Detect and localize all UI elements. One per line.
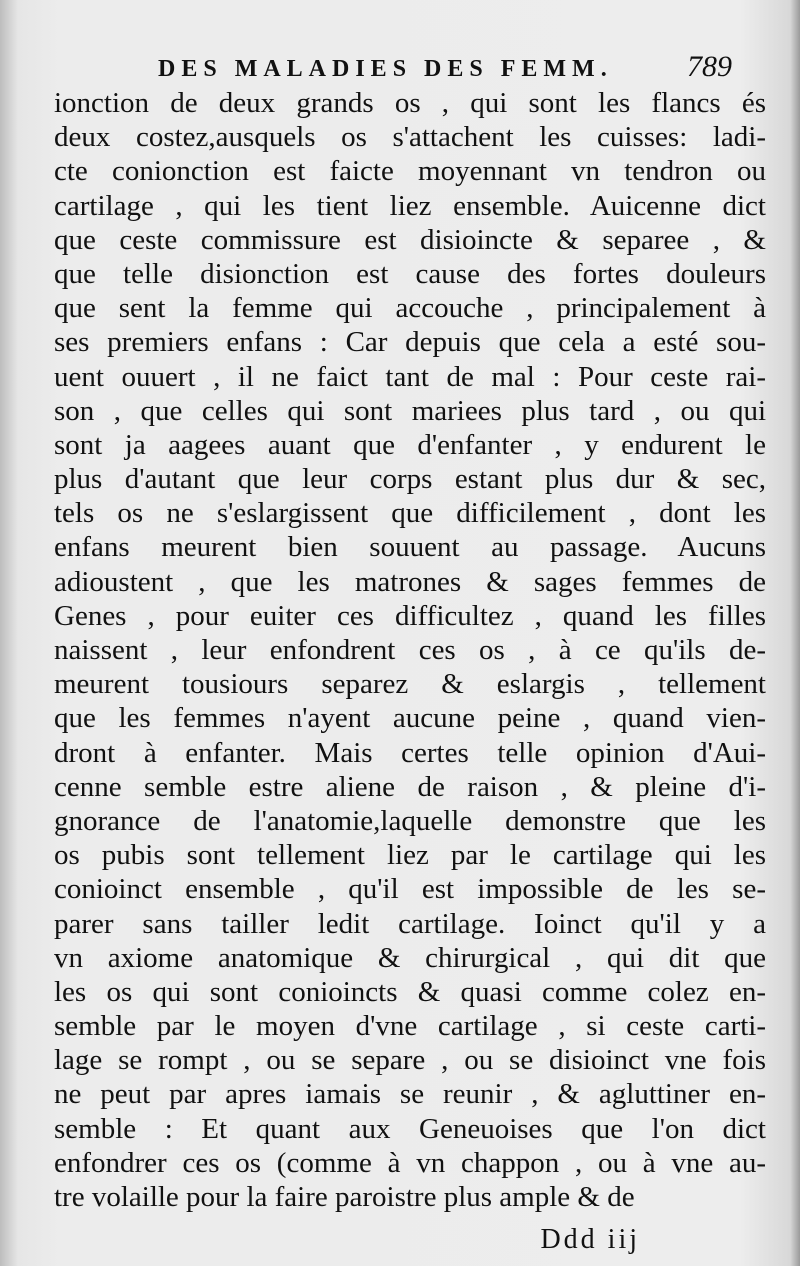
text-line: cte conionction est faicte moyennant vn tendron ou bbox=[54, 155, 766, 188]
signature-mark: Ddd iij bbox=[540, 1224, 640, 1255]
text-line: cenne semble estre aliene de raison , & pleine d'i- bbox=[54, 770, 766, 803]
text-line: dront à enfanter. Mais certes telle opinion d'Aui- bbox=[54, 736, 766, 769]
text-line: gnorance de l'anatomie,laquelle demonstre que les bbox=[54, 804, 766, 837]
text-line: Genes , pour euiter ces difficultez , quand les filles bbox=[54, 599, 766, 632]
text-line: ne peut par apres iamais se reunir , & agluttiner en- bbox=[54, 1078, 766, 1111]
text-line: os pubis sont tellement liez par le cartilage qui les bbox=[54, 839, 766, 872]
text-line: deux costez,ausquels os s'attachent les cuisses: ladi- bbox=[54, 121, 766, 154]
text-line: son , que celles qui sont mariees plus tard , ou qui bbox=[54, 394, 766, 427]
text-line: sont ja aagees auant que d'enfanter , y endurent le bbox=[54, 428, 766, 461]
text-line: parer sans tailler ledit cartilage. Ioinct qu'il y a bbox=[54, 907, 766, 940]
page-number: 789 bbox=[687, 50, 732, 83]
text-line: que sent la femme qui accouche , principalement à bbox=[54, 292, 766, 325]
text-line: conioinct ensemble , qu'il est impossible de les se- bbox=[54, 873, 766, 906]
page-header bbox=[0, 52, 800, 88]
text-line: plus d'autant que leur corps estant plus dur & sec, bbox=[54, 463, 766, 496]
text-line: meurent tousiours separez & eslargis , tellement bbox=[54, 668, 766, 701]
text-line: tels os ne s'eslargissent que difficilement , dont les bbox=[54, 497, 766, 530]
body-text bbox=[54, 86, 766, 1214]
text-line: enfans meurent bien souuent au passage. Aucuns bbox=[54, 531, 766, 564]
text-line: les os qui sont conioincts & quasi comme colez en- bbox=[54, 975, 766, 1008]
text-line: uent ouuert , il ne faict tant de mal : Pour ceste rai- bbox=[54, 360, 766, 393]
text-line: semble : Et quant aux Geneuoises que l'on dict bbox=[54, 1112, 766, 1145]
text-line: que les femmes n'ayent aucune peine , quand vien- bbox=[54, 702, 766, 735]
text-line: tre volaille pour la faire paroistre plus ample & de bbox=[54, 1181, 635, 1213]
text-line: semble par le moyen d'vne cartilage , si ceste carti- bbox=[54, 1010, 766, 1043]
text-line: vn axiome anatomique & chirurgical , qui dit que bbox=[54, 941, 766, 974]
text-line: enfondrer ces os (comme à vn chappon , ou à vne au- bbox=[54, 1146, 766, 1179]
text-line: que telle disionction est cause des fortes douleurs bbox=[54, 257, 766, 290]
text-line: naissent , leur enfondrent ces os , à ce qu'ils de- bbox=[54, 634, 766, 666]
text-line: adioustent , que les matrones & sages femmes de bbox=[54, 565, 766, 598]
text-line: ionction de deux grands os , qui sont les flancs és bbox=[54, 87, 766, 119]
text-line: ses premiers enfans : Car depuis que cela a esté sou- bbox=[54, 326, 766, 359]
text-line: lage se rompt , ou se separe , ou se disioinct vne fois bbox=[54, 1044, 766, 1077]
running-title: DES MALADIES DES FEMM. bbox=[158, 56, 613, 82]
text-line: cartilage , qui les tient liez ensemble. Auicenne dict bbox=[54, 189, 766, 222]
text-line: que ceste commissure est disioincte & separee , & bbox=[54, 223, 766, 256]
